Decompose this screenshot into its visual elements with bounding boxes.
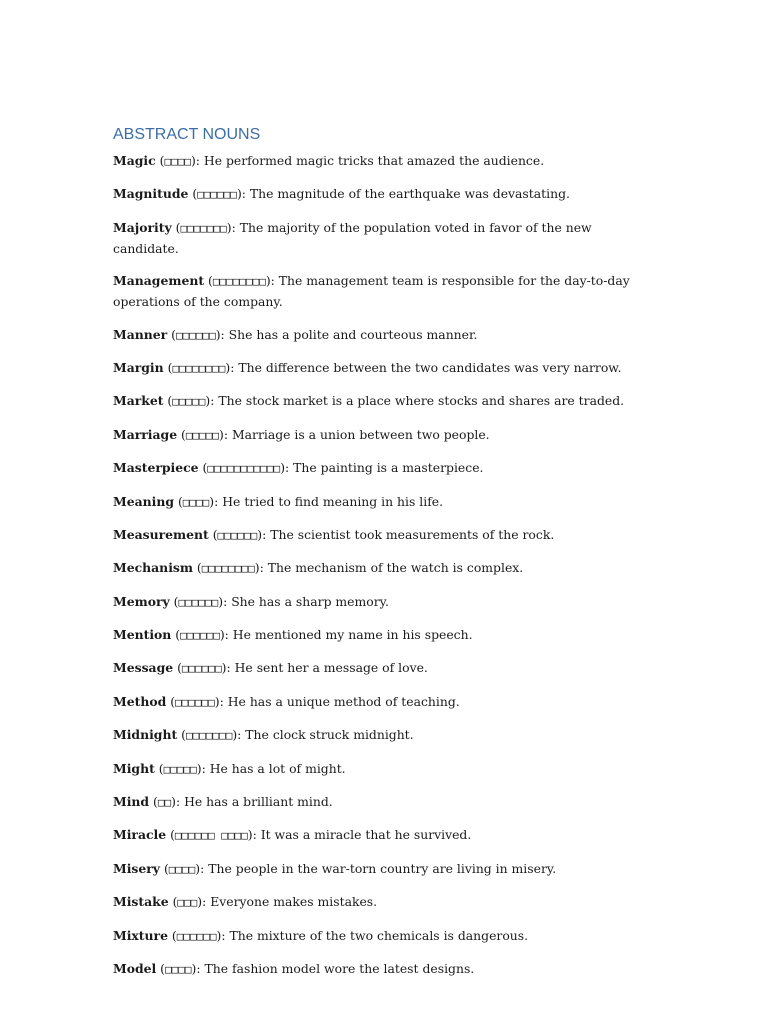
- noun-translation: □□□□□□: [178, 595, 219, 609]
- noun-term: Magnitude: [113, 186, 189, 202]
- noun-entry: Mind (□□): He has a brilliant mind.: [113, 794, 333, 810]
- noun-example-sentence: Everyone makes mistakes.: [210, 894, 378, 910]
- noun-translation: □□□□□□: [181, 662, 222, 676]
- noun-example-sentence: He performed magic tricks that amazed the audience.: [203, 153, 545, 168]
- noun-translation: □□□□□: [172, 395, 206, 409]
- noun-example-sentence: The majority of the population voted in favor of the new candidate.: [113, 219, 592, 256]
- noun-entry: Might (□□□□□): He has a lot of might.: [113, 760, 346, 776]
- noun-example-sentence: He has a brilliant mind.: [184, 794, 333, 810]
- noun-term: Meaning: [113, 493, 175, 509]
- noun-term: Mechanism: [113, 560, 193, 576]
- noun-entry: Mixture (□□□□□□): The mixture of the two chemicals is dangerous.: [113, 927, 529, 943]
- noun-example-sentence: The scientist took measurements of the rock.: [270, 526, 555, 542]
- noun-entry: Midnight (□□□□□□□): The clock struck midnight.: [113, 727, 414, 743]
- noun-example-sentence: The mechanism of the watch is complex.: [267, 560, 524, 576]
- noun-term: Mistake: [113, 894, 169, 910]
- page-heading: ABSTRACT NOUNS: [113, 126, 261, 143]
- noun-term: Might: [113, 760, 155, 776]
- noun-translation: □□□□□□ □□□□: [174, 829, 248, 843]
- document-page: [113, 124, 653, 992]
- noun-example-sentence: Marriage is a union between two people.: [231, 426, 490, 442]
- noun-example-sentence: She has a sharp memory.: [231, 593, 389, 609]
- noun-translation: □□□□□□□□: [172, 361, 226, 375]
- noun-term: Manner: [113, 326, 168, 342]
- noun-term: Management: [113, 273, 205, 289]
- noun-example-sentence: The people in the war-torn country are living in misery.: [208, 860, 557, 876]
- noun-entry: Marriage (□□□□□): Marriage is a union between two people.: [113, 426, 490, 442]
- noun-list: [113, 151, 653, 980]
- noun-entry: Message (□□□□□□): He sent her a message of love.: [113, 660, 428, 676]
- noun-term: Mind: [113, 794, 150, 810]
- noun-example-sentence: The stock market is a place where stocks and shares are traded.: [218, 393, 625, 409]
- noun-term: Measurement: [113, 526, 209, 542]
- noun-entry: Mechanism (□□□□□□□□): The mechanism of the watch is complex.: [113, 560, 524, 576]
- noun-term: Majority: [113, 219, 172, 235]
- noun-example-sentence: The difference between the two candidates was very narrow.: [238, 359, 622, 375]
- noun-example-sentence: The painting is a masterpiece.: [293, 460, 484, 476]
- noun-entry: Model (□□□□): The fashion model wore the latest designs.: [113, 960, 475, 976]
- noun-term: Memory: [113, 593, 170, 609]
- noun-example-sentence: He mentioned my name in his speech.: [232, 627, 473, 643]
- noun-translation: □□□□□□: [197, 188, 237, 202]
- noun-example-sentence: The fashion model wore the latest designs.: [204, 960, 475, 976]
- noun-example-sentence: The mixture of the two chemicals is dangerous.: [229, 927, 529, 943]
- noun-term: Masterpiece: [113, 460, 199, 476]
- noun-example-sentence: It was a miracle that he survived.: [260, 827, 472, 843]
- noun-entry: Manner (□□□□□□): She has a polite and courteous manner.: [113, 326, 478, 342]
- noun-entry: Magnitude (□□□□□□): The magnitude of the earthquake was devastating.: [113, 186, 570, 202]
- noun-entry: Mistake (□□□): Everyone makes mistakes.: [113, 894, 378, 910]
- noun-term: Marriage: [113, 426, 178, 442]
- noun-entry: Method (□□□□□□): He has a unique method of teaching.: [113, 693, 460, 709]
- noun-entry: Market (□□□□□): The stock market is a place where stocks and shares are traded.: [113, 393, 625, 409]
- noun-translation: □□□□□□□□: [212, 275, 266, 289]
- noun-term: Message: [113, 660, 174, 676]
- noun-translation: □□□□□□: [175, 695, 215, 709]
- noun-translation: □□□□□□□: [180, 221, 227, 235]
- noun-entry: Majority (□□□□□□□): The majority of the population voted in favor of the new candidate.: [113, 219, 592, 256]
- noun-term: Method: [113, 693, 167, 709]
- noun-translation: □□□□: [168, 862, 196, 876]
- noun-term: Misery: [113, 860, 161, 876]
- noun-term: Margin: [113, 359, 164, 375]
- noun-translation: □□□□□□□□: [201, 562, 255, 576]
- noun-entry: Meaning (□□□□): He tried to find meaning in his life.: [113, 493, 444, 509]
- noun-translation: □□□□: [164, 155, 191, 168]
- noun-translation: □□□□□: [185, 428, 219, 442]
- noun-entry: Management (□□□□□□□□): The management team is responsible for the day-to-day operations of the company.: [113, 273, 630, 310]
- noun-example-sentence: The clock struck midnight.: [245, 727, 414, 743]
- noun-translation: □□□□□□: [180, 629, 220, 643]
- noun-example-sentence: He has a lot of might.: [209, 760, 346, 776]
- noun-translation: □□: [157, 796, 172, 810]
- noun-entry: Mention (□□□□□□): He mentioned my name in his speech.: [113, 627, 473, 643]
- noun-example-sentence: He has a unique method of teaching.: [227, 693, 460, 709]
- noun-term: Miracle: [113, 827, 167, 843]
- noun-example-sentence: The magnitude of the earthquake was devastating.: [249, 186, 570, 202]
- noun-entry: Masterpiece (□□□□□□□□□□□): The painting is a masterpiece.: [113, 460, 484, 476]
- noun-term: Mention: [113, 627, 172, 643]
- noun-translation: □□□□□: [163, 762, 197, 776]
- noun-translation: □□□□□□: [217, 528, 258, 542]
- noun-entry: Misery (□□□□): The people in the war-torn country are living in misery.: [113, 860, 557, 876]
- noun-term: Market: [113, 393, 164, 409]
- noun-entry: Magic (□□□□): He performed magic tricks that amazed the audience.: [113, 153, 545, 168]
- noun-entry: Margin (□□□□□□□□): The difference between the two candidates was very narrow.: [113, 359, 622, 375]
- noun-example-sentence: He tried to find meaning in his life.: [222, 493, 444, 509]
- noun-example-sentence: She has a polite and courteous manner.: [228, 326, 478, 342]
- noun-term: Model: [113, 960, 157, 976]
- noun-term: Midnight: [113, 727, 178, 743]
- noun-term: Magic: [113, 153, 156, 168]
- noun-translation: □□□□: [165, 962, 192, 976]
- noun-translation: □□□□□□□: [185, 729, 233, 743]
- noun-translation: □□□□: [182, 495, 210, 509]
- noun-entry: Measurement (□□□□□□): The scientist took measurements of the rock.: [113, 526, 555, 542]
- noun-translation: □□□□□□: [175, 328, 216, 342]
- noun-translation: □□□: [177, 896, 198, 910]
- noun-term: Mixture: [113, 927, 168, 943]
- noun-example-sentence: He sent her a message of love.: [234, 660, 428, 676]
- noun-translation: □□□□□□□□□□□: [207, 462, 281, 476]
- noun-translation: □□□□□□: [176, 929, 217, 943]
- noun-entry: Miracle (□□□□□□ □□□□): It was a miracle that he survived.: [113, 827, 472, 843]
- noun-example-sentence: The management team is responsible for the day-to-day operations of the company.: [113, 273, 630, 310]
- noun-entry: Memory (□□□□□□): She has a sharp memory.: [113, 593, 389, 609]
